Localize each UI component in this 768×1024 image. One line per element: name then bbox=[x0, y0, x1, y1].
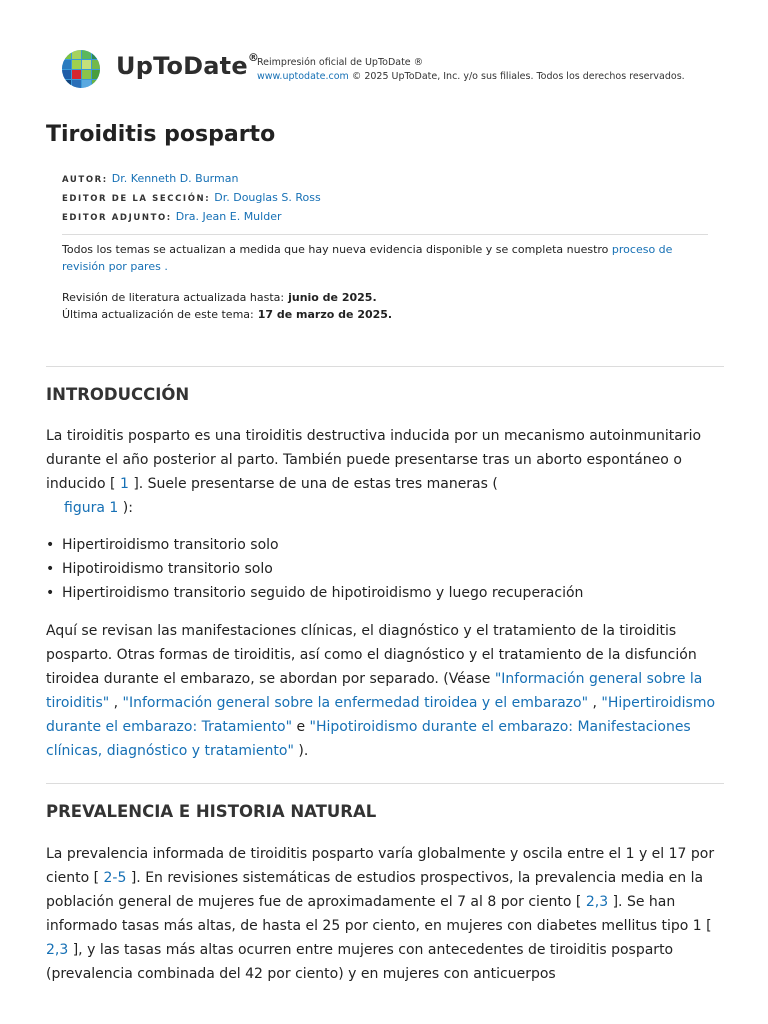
peer-review-link[interactable]: proceso de revisión por pares . bbox=[62, 243, 673, 273]
page-header bbox=[60, 46, 740, 96]
divider bbox=[62, 234, 708, 235]
topic-link-enfermedad-tiroidea-embarazo[interactable]: "Información general sobre la enfermedad tiroidea y el embarazo" bbox=[122, 695, 589, 711]
section-heading-prevalencia: PREVALENCIA E HISTORIA NATURAL bbox=[46, 802, 377, 821]
brand-name[interactable] bbox=[116, 52, 259, 80]
divider bbox=[46, 783, 724, 784]
registered-mark: ® bbox=[247, 51, 260, 64]
deputy-editor-row: EDITOR ADJUNTO: Dra. Jean E. Mulder bbox=[62, 210, 282, 223]
last-update-date: 17 de marzo de 2025. bbox=[257, 307, 393, 321]
literature-review-date: junio de 2025. bbox=[288, 291, 377, 304]
author-label: AUTOR bbox=[62, 175, 103, 185]
author-row: AUTOR: Dr. Kenneth D. Burman bbox=[62, 172, 239, 185]
intro-paragraph: La tiroiditis posparto es una tiroiditis destructiva inducida por un mecanismo autoinmunitario durante el año posterior al parto. También puede presentarse tras un aborto espontáneo o inducido [ 1 ]. Suele presentarse de una de estas tres maneras ( figura 1 ): bbox=[46, 428, 702, 516]
scope-paragraph: Aquí se revisan las manifestaciones clínicas, el diagnóstico y el tratamiento de la tiroiditis posparto. Otras formas de tiroiditis, así como el diagnóstico y el tratamiento de la disfunción tiroidea durante el embarazo, se abordan por separado. (Véase "Información general sobre la tiroiditis" , "Información general sobre la enfermedad tiroidea y el embarazo" , "Hipertiroidismo durante el embarazo: Tratamiento" e "Hipotiroidismo durante el embarazo: Manifestaciones clínicas, diagnóstico y tratamiento" ). bbox=[46, 623, 716, 759]
prevalence-paragraph: La prevalencia informada de tiroiditis posparto varía globalmente y oscila entre el 1 y el 17 por ciento [ 2-5 ]. En revisiones sistemáticas de estudios prospectivos, la prevalencia media en la población general de mujeres fue de aproximadamente el 7 al 8 por ciento [ 2,3 ]. Se han informado tasas más altas, de hasta el 25 por ciento, en mujeres con diabetes mellitus tipo 1 [ 2,3 ], y las tasas más altas ocurren entre mujeres con antecedentes de tiroiditis posparto (prevalencia combinada del 42 por ciento) y en mujeres con anticuerpos bbox=[46, 846, 715, 982]
uptodate-logo-icon[interactable] bbox=[60, 48, 102, 90]
topic-link-hipertiroidismo-embarazo[interactable]: "Hipertiroidismo durante el embarazo: Tratamiento" bbox=[46, 695, 716, 735]
topic-link-hipotiroidismo-embarazo[interactable]: "Hipotiroidismo durante el embarazo: Manifestaciones clínicas, diagnóstico y tratamiento" bbox=[46, 719, 691, 759]
literature-review-label: Revisión de literatura actualizada hasta: bbox=[62, 291, 285, 304]
literature-review-row bbox=[62, 290, 392, 307]
reference-link[interactable]: 2,3 bbox=[585, 894, 609, 910]
figure-link[interactable]: figura 1 bbox=[64, 500, 119, 516]
reference-link[interactable]: 1 bbox=[119, 476, 129, 492]
deputy-editor-label: EDITOR ADJUNTO bbox=[62, 213, 167, 223]
page-title: Tiroiditis posparto bbox=[46, 122, 276, 147]
reprint-line: Reimpresión oficial de UpToDate ® bbox=[257, 57, 424, 68]
last-update-row bbox=[62, 307, 392, 324]
section-editor-label: EDITOR DE LA SECCIÓN bbox=[62, 194, 206, 204]
author-list bbox=[62, 170, 321, 227]
divider bbox=[46, 366, 724, 367]
copyright-text: © 2025 UpToDate, Inc. y/o sus filiales. Todos los derechos reservados. bbox=[351, 70, 685, 82]
brand-text: UpToDate bbox=[116, 52, 248, 80]
list-item: • Hipotiroidismo transitorio solo bbox=[46, 557, 583, 581]
copyright-line bbox=[257, 70, 685, 84]
deputy-editor-link[interactable]: Dra. Jean E. Mulder bbox=[175, 210, 282, 223]
section-heading-introduccion: INTRODUCCIÓN bbox=[46, 385, 190, 404]
site-link[interactable]: www.uptodate.com bbox=[257, 70, 349, 82]
topic-link-tiroiditis[interactable]: "Información general sobre la tiroiditis" bbox=[46, 671, 703, 711]
author-link[interactable]: Dr. Kenneth D. Burman bbox=[111, 172, 239, 185]
presentation-list bbox=[46, 533, 583, 605]
notice-text: Todos los temas se actualizan a medida que hay nueva evidencia disponible y se completa nuestro bbox=[62, 243, 609, 256]
update-notice bbox=[62, 242, 712, 275]
reference-link[interactable]: 2-5 bbox=[103, 870, 127, 886]
review-dates bbox=[62, 290, 392, 323]
header-info bbox=[257, 56, 685, 83]
section-editor-row: EDITOR DE LA SECCIÓN: Dr. Douglas S. Ross bbox=[62, 191, 321, 204]
list-item: • Hipertiroidismo transitorio seguido de hipotiroidismo y luego recuperación bbox=[46, 581, 583, 605]
section-editor-link[interactable]: Dr. Douglas S. Ross bbox=[214, 191, 321, 204]
reference-link[interactable]: 2,3 bbox=[46, 942, 69, 958]
list-item: • Hipertiroidismo transitorio solo bbox=[46, 533, 583, 557]
last-update-label: Última actualización de este tema: bbox=[62, 307, 254, 321]
